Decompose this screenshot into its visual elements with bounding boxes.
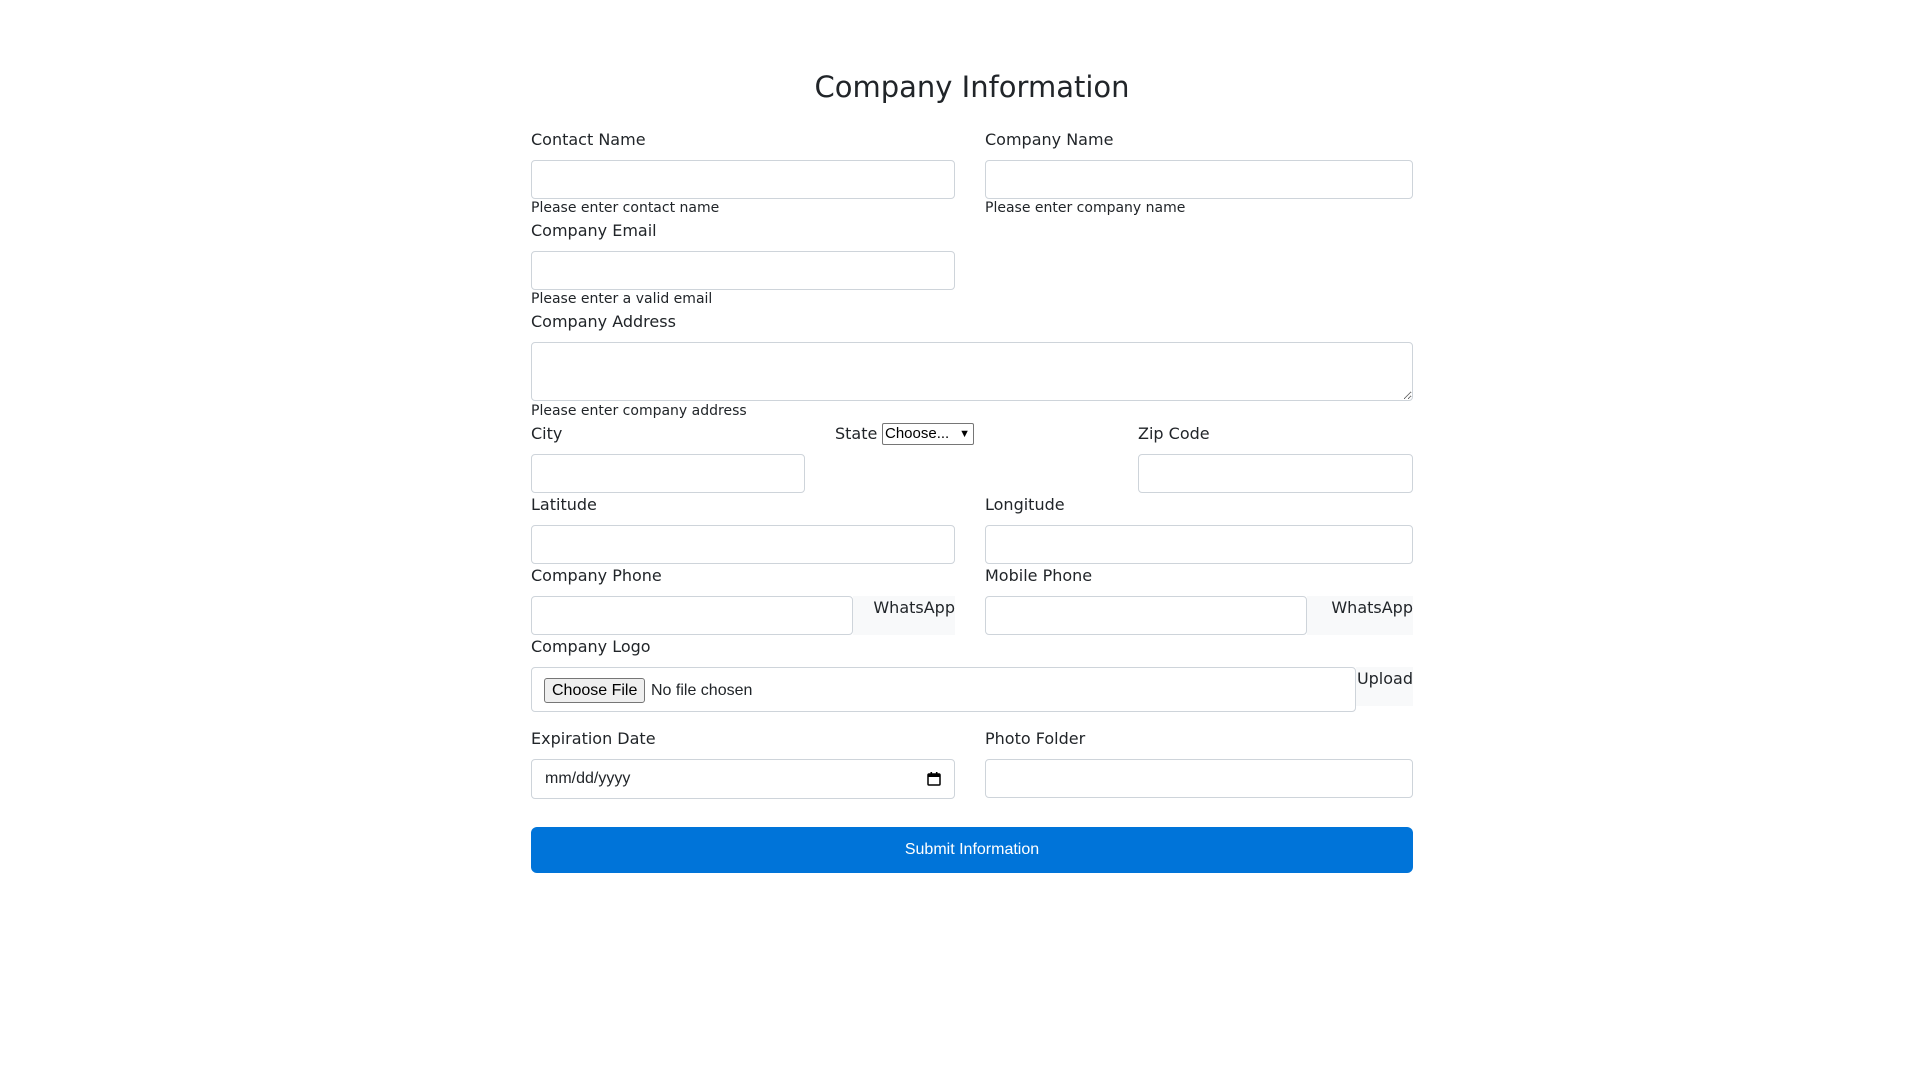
state-label: State [835,424,878,443]
zip-code-input[interactable] [1138,454,1413,493]
expiration-date-label: Expiration Date [531,729,656,748]
city-label: City [531,424,563,443]
chevron-down-icon: ▼ [959,428,970,440]
page-title: Company Information [814,70,1130,104]
photo-folder-label: Photo Folder [985,729,1086,748]
contact-name-label: Contact Name [531,130,646,149]
company-logo-file-input[interactable] [531,667,1356,712]
expiration-date-input[interactable] [531,759,955,799]
company-phone-input[interactable] [531,596,853,635]
calendar-icon[interactable] [927,772,941,786]
state-selected-value: Choose... [885,425,950,442]
date-placeholder: mm/dd/yyyy [545,770,631,787]
longitude-input[interactable] [985,525,1413,564]
choose-file-button[interactable]: Choose File [544,678,645,703]
file-status-text: No file chosen [651,682,753,699]
company-email-help: Please enter a valid email [531,291,713,307]
mobile-phone-whatsapp-addon[interactable]: WhatsApp [1307,596,1413,635]
company-phone-whatsapp-addon[interactable]: WhatsApp [853,596,955,635]
submit-button[interactable]: Submit Information [531,827,1413,873]
upload-addon[interactable]: Upload [1356,667,1413,706]
zip-code-label: Zip Code [1138,424,1210,443]
company-address-label: Company Address [531,312,676,331]
city-input[interactable] [531,454,805,493]
company-logo-label: Company Logo [531,637,651,656]
contact-name-input[interactable] [531,160,955,199]
mobile-phone-input[interactable] [985,596,1307,635]
mobile-phone-label: Mobile Phone [985,566,1093,585]
photo-folder-input[interactable] [985,759,1413,798]
latitude-input[interactable] [531,525,955,564]
company-name-label: Company Name [985,130,1114,149]
company-email-input[interactable] [531,251,955,290]
company-address-textarea[interactable] [531,342,1413,401]
longitude-label: Longitude [985,495,1065,514]
company-name-help: Please enter company name [985,200,1186,216]
company-name-input[interactable] [985,160,1413,199]
company-address-help: Please enter company address [531,403,747,419]
state-select[interactable] [882,423,974,445]
company-phone-label: Company Phone [531,566,662,585]
contact-name-help: Please enter contact name [531,200,720,216]
latitude-label: Latitude [531,495,597,514]
company-email-label: Company Email [531,221,657,240]
